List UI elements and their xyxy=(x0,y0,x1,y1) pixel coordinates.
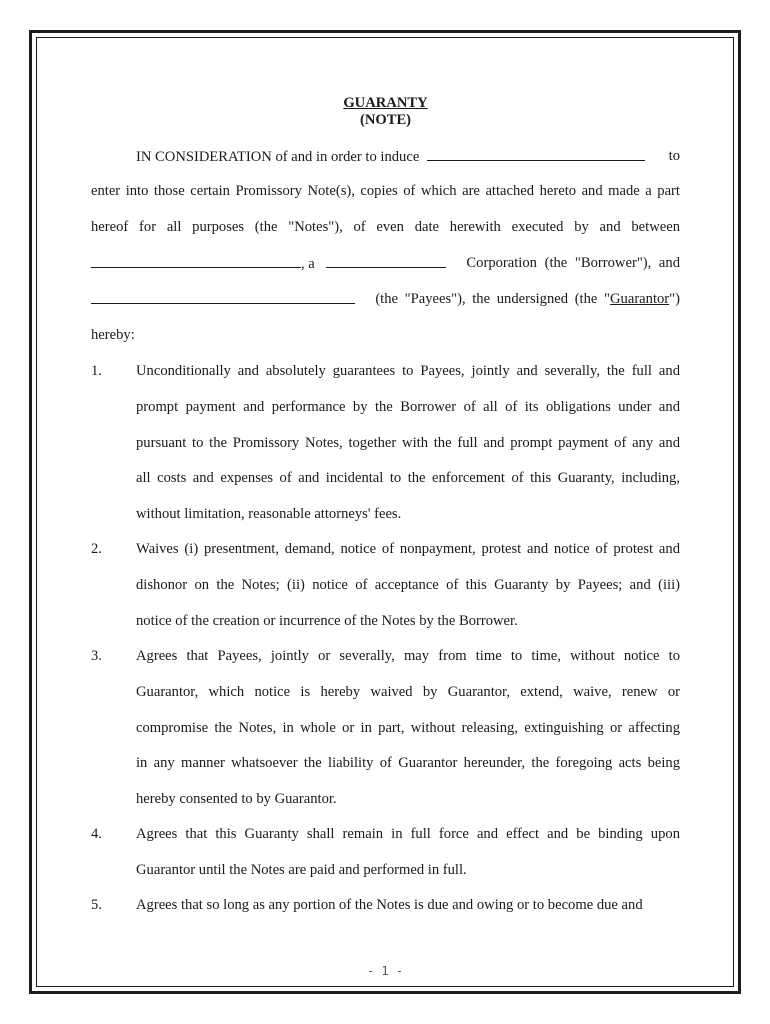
word: which xyxy=(420,183,457,199)
intro-line-4 xyxy=(91,253,680,273)
word: those xyxy=(153,183,185,199)
intro-line-5 xyxy=(91,289,680,309)
word: are xyxy=(462,183,480,199)
item-1-line: without limitation, reasonable attorneys' fees. xyxy=(136,506,402,523)
guarantor-term: Guarantor xyxy=(610,291,670,307)
item-number: 4. xyxy=(91,826,102,842)
word: a xyxy=(645,183,652,199)
word: certain xyxy=(190,183,230,199)
item-3-line: Agrees that Payees, jointly or severally, may from time to time, without notice to xyxy=(136,648,680,664)
document-title-block xyxy=(91,95,680,129)
word: and xyxy=(599,219,621,235)
intro-line-3 xyxy=(91,217,680,237)
item-1-line: Unconditionally and absolutely guarantees to Payees, jointly and severally, the full and xyxy=(136,363,680,379)
item-number: 5. xyxy=(91,897,102,913)
word: all xyxy=(166,219,182,235)
word: date xyxy=(414,219,440,235)
word: into xyxy=(125,183,149,199)
intro-text-1b: to xyxy=(668,148,680,164)
word: of xyxy=(353,219,366,235)
word: and xyxy=(581,183,603,199)
item-number: 1. xyxy=(91,363,102,379)
item-4-line: Guarantor until the Notes are paid and performed in full. xyxy=(136,861,467,878)
word: (the xyxy=(254,219,278,235)
word: purposes xyxy=(192,219,245,235)
word: even xyxy=(376,219,404,235)
induce-party-blank[interactable] xyxy=(427,146,645,161)
item-1-line: prompt payment and performance by the Borrower of all of its obligations under and xyxy=(136,398,680,415)
document-page xyxy=(91,95,680,913)
item-number: 2. xyxy=(91,541,102,557)
intro-line-2 xyxy=(91,181,680,201)
word: Note(s), xyxy=(307,183,355,199)
item-1-line: pursuant to the Promissory Notes, together with the full and prompt payment of any and xyxy=(136,434,680,451)
borrower-name-blank[interactable] xyxy=(91,253,301,268)
payees-name-blank[interactable] xyxy=(91,289,355,304)
item-number: 3. xyxy=(91,648,102,664)
document-title: GUARANTY xyxy=(343,95,428,111)
item-3-line: in any manner whatsoever the liability of Guarantor hereunder, the foregoing acts being xyxy=(136,755,680,772)
intro-line-6: hereby: xyxy=(91,327,135,343)
item-2-line: dishonor on the Notes; (ii) notice of acceptance of this Guaranty by Payees; and (iii) xyxy=(136,576,680,593)
intro-text-4b: Corporation (the "Borrower"), and xyxy=(466,255,680,271)
word: made xyxy=(608,183,640,199)
document-subtitle: (NOTE) xyxy=(359,112,412,128)
item-3-line: Guarantor, which notice is hereby waived by Guarantor, extend, waive, renew or xyxy=(136,683,680,700)
word: for xyxy=(139,219,157,235)
item-2-line: notice of the creation or incurrence of the Notes by the Borrower. xyxy=(136,612,518,629)
intro-text-1a: IN CONSIDERATION of and in order to induce xyxy=(136,149,420,165)
item-3-line: hereby consented to by Guarantor. xyxy=(136,791,337,808)
intro-text-4a: , a xyxy=(301,256,315,272)
word: by xyxy=(574,219,589,235)
word: attached xyxy=(485,183,535,199)
word: Promissory xyxy=(235,183,302,199)
intro-line-1 xyxy=(91,146,680,166)
state-blank[interactable] xyxy=(326,253,446,268)
word: executed xyxy=(511,219,564,235)
word: hereof xyxy=(91,219,129,235)
item-4-line: Agrees that this Guaranty shall remain in full force and effect and be binding upon xyxy=(136,826,680,842)
word: between xyxy=(631,219,680,235)
intro-text-5c: ") xyxy=(669,291,680,307)
item-3-line: compromise the Notes, in whole or in part, without releasing, extinguishing or affecting xyxy=(136,719,680,736)
page-number: - 1 - xyxy=(366,964,404,978)
item-2-line: Waives (i) presentment, demand, notice of nonpayment, protest and notice of protest and xyxy=(136,541,680,557)
word: "Notes"), xyxy=(288,219,343,235)
word: hereto xyxy=(539,183,577,199)
item-5-line: Agrees that so long as any portion of the Notes is due and owing or to become due and xyxy=(136,897,643,913)
item-1-line: all costs and expenses of and incidental to the enforcement of this Guaranty, including, xyxy=(136,470,680,487)
word: enter xyxy=(91,183,121,199)
word: herewith xyxy=(449,219,501,235)
word: of xyxy=(403,183,416,199)
intro-text-5a: (the "Payees"), the undersigned (the " xyxy=(375,291,610,307)
word: copies xyxy=(360,183,398,199)
word: part xyxy=(657,183,680,199)
